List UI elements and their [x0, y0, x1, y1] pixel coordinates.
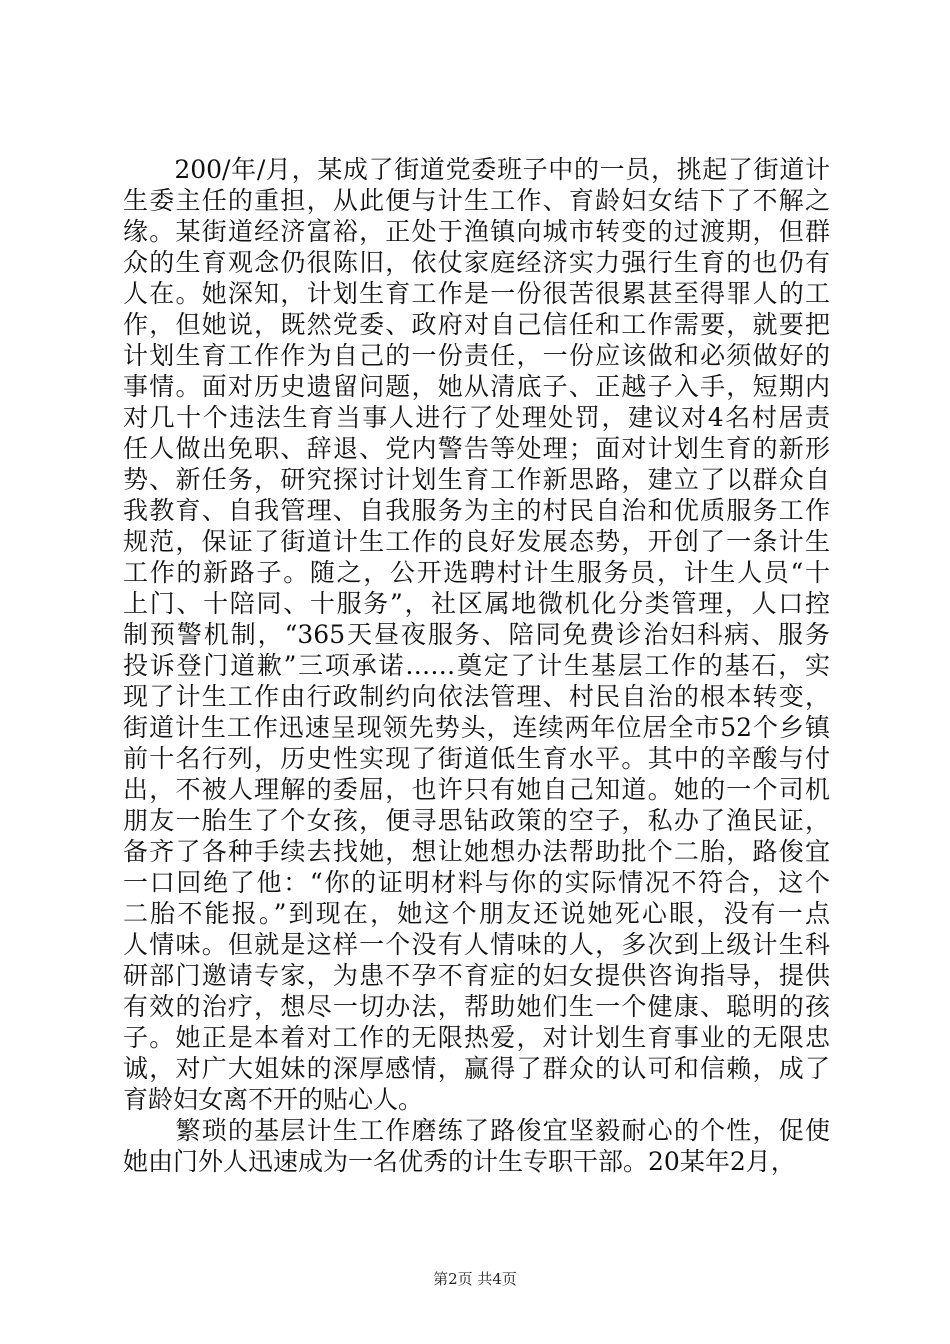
text-line: 繁琐的基层计生工作磨练了路俊宜坚毅耐心的个性，促使: [123, 1116, 830, 1145]
text-line: 诚，对广大姐妹的深厚感情，赢得了群众的认可和信赖，成了: [123, 1054, 830, 1083]
text-line: 朋友一胎生了个女孩，便寻思钻政策的空子，私办了渔民证，: [123, 806, 830, 835]
text-line: 出，不被人理解的委屈，也许只有她自己知道。她的一个司机: [123, 775, 830, 804]
text-line: 规范，保证了街道计生工作的良好发展态势，开创了一条计生: [123, 527, 830, 556]
body-text: [123, 154, 830, 1177]
text-line: 作，但她说，既然党委、政府对自己信任和工作需要，就要把: [123, 310, 830, 339]
text-line: 子。她正是本着对工作的无限热爱，对计划生育事业的无限忠: [123, 1023, 830, 1052]
text-line: 对几十个违法生育当事人进行了处理处罚，建议对4名村居责: [123, 403, 830, 432]
text-line: 缘。某街道经济富裕，正处于渔镇向城市转变的过渡期，但群: [123, 217, 830, 246]
text-line: 育龄妇女离不开的贴心人。: [123, 1085, 424, 1114]
text-line: 研部门邀请专家，为患不孕不育症的妇女提供咨询指导，提供: [123, 961, 830, 990]
text-line: 上门、十陪同、十服务”，社区属地微机化分类管理，人口控: [123, 589, 830, 618]
text-line: 二胎不能报。”到现在，她这个朋友还说她死心眼，没有一点: [123, 899, 830, 928]
text-line: 众的生育观念仍很陈旧，依仗家庭经济实力强行生育的也仍有: [123, 248, 830, 277]
text-line: 计划生育工作作为自己的一份责任，一份应该做和必须做好的: [123, 341, 830, 370]
text-line: 有效的治疗，想尽一切办法，帮助她们生一个健康、聪明的孩: [123, 992, 830, 1021]
text-line: 事情。面对历史遗留问题，她从清底子、正越子入手，短期内: [123, 372, 830, 401]
text-line: 工作的新路子。随之，公开选聘村计生服务员，计生人员“十: [123, 558, 830, 587]
text-line: 200/年/月，某成了街道党委班子中的一员，挑起了街道计: [123, 155, 830, 184]
text-line: 任人做出免职、辞退、党内警告等处理；面对计划生育的新形: [123, 434, 830, 463]
text-line: 生委主任的重担，从此便与计生工作、育龄妇女结下了不解之: [123, 186, 830, 215]
text-line: 人情味。但就是这样一个没有人情味的人，多次到上级计生科: [123, 930, 830, 959]
text-line: 备齐了各种手续去找她，想让她想办法帮助批个二胎，路俊宜: [123, 837, 830, 866]
page-footer: 第2页 共4页: [433, 1270, 517, 1288]
text-line: 我教育、自我管理、自我服务为主的村民自治和优质服务工作: [123, 496, 830, 525]
text-line: 她由门外人迅速成为一名优秀的计生专职干部。20某年2月，: [123, 1147, 796, 1176]
text-line: 前十名行列，历史性实现了街道低生育水平。其中的辛酸与付: [123, 744, 830, 773]
text-line: 制预警机制，“365天昼夜服务、陪同免费诊治妇科病、服务: [123, 620, 830, 649]
text-line: 一口回绝了他：“你的证明材料与你的实际情况不符合，这个: [123, 868, 830, 897]
text-line: 街道计生工作迅速呈现领先势头，连续两年位居全市52个乡镇: [123, 713, 830, 742]
text-line: 现了计生工作由行政制约向依法管理、村民自治的根本转变，: [123, 682, 830, 711]
text-line: 势、新任务，研究探讨计划生育工作新思路，建立了以群众自: [123, 465, 830, 494]
text-line: 人在。她深知，计划生育工作是一份很苦很累甚至得罪人的工: [123, 279, 830, 308]
text-line: 投诉登门道歉”三项承诺……奠定了计生基层工作的基石，实: [123, 651, 830, 680]
